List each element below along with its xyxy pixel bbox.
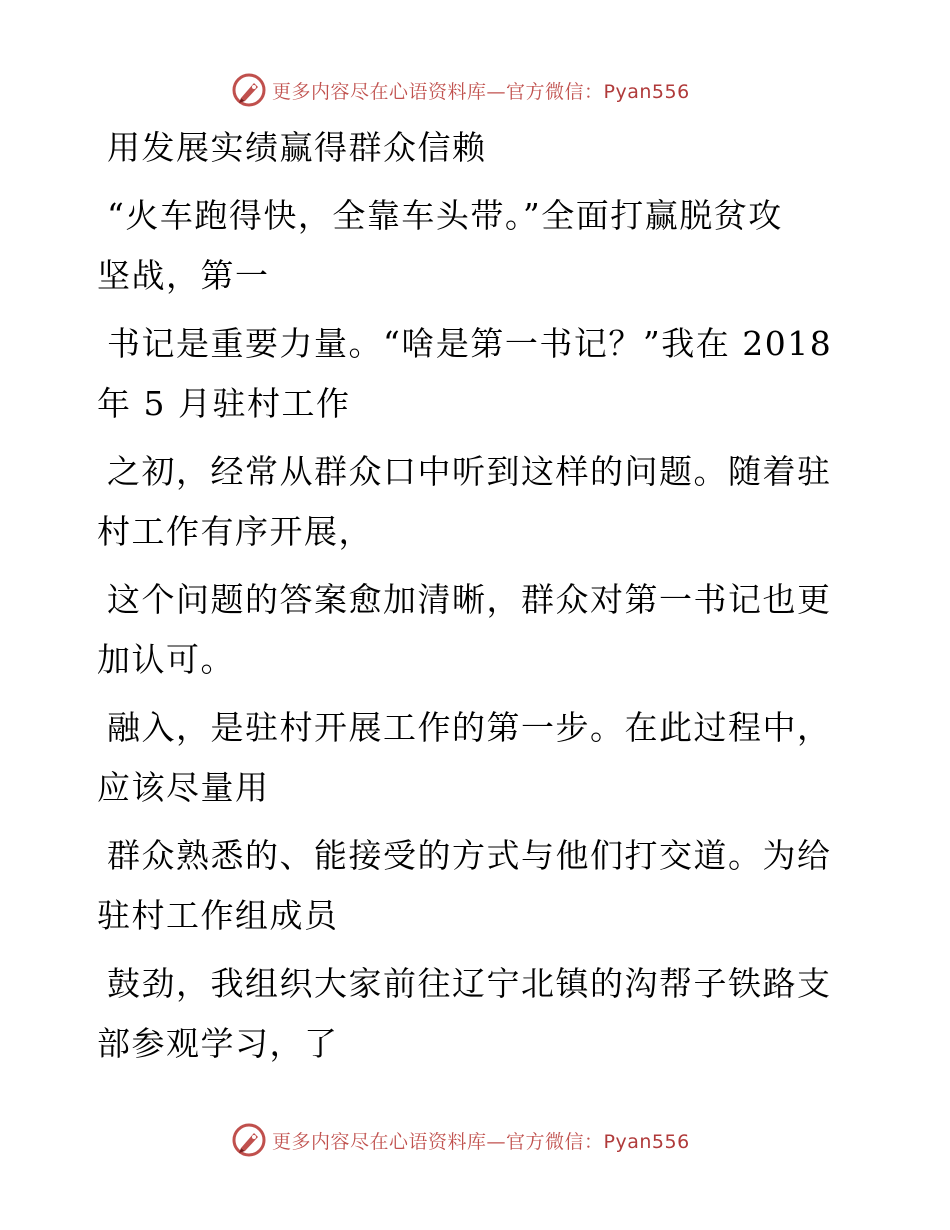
pen-logo-icon [232, 73, 266, 107]
paragraph-line: 书记是重要力量。“啥是第一书记？”我在 2018 [107, 324, 833, 363]
paragraph-line: 融入，是驻村开展工作的第一步。在此过程中， [107, 708, 832, 747]
paragraph-line: 部参观学习，了 [97, 1024, 339, 1063]
watermark-wechat-id: Pyan556 [603, 80, 690, 103]
paragraph-line: 年 5 月驻村工作 [97, 384, 351, 423]
header-watermark [232, 70, 690, 110]
document-title: 用发展实绩赢得群众信赖 [107, 128, 487, 167]
paragraph-line: 群众熟悉的、能接受的方式与他们打交道。为给 [107, 836, 832, 875]
footer-watermark [232, 1120, 690, 1160]
paragraph-line: 应该尽量用 [97, 768, 270, 807]
watermark-text: 更多内容尽在心语资料库—官方微信：Pyan556 [272, 80, 690, 103]
document-body [97, 118, 857, 1074]
paragraph-line: 坚战，第一 [97, 256, 270, 295]
paragraph-line: 加认可。 [97, 640, 235, 679]
paragraph-line: “火车跑得快，全靠车头带。”全面打赢脱贫攻 [107, 196, 783, 235]
paragraph-line: 鼓劲，我组织大家前往辽宁北镇的沟帮子铁路支 [107, 964, 832, 1003]
paragraph-line: 村工作有序开展， [97, 512, 373, 551]
paragraph-line: 驻村工作组成员 [97, 896, 339, 935]
pen-logo-icon [232, 1123, 266, 1157]
paragraph-line: 这个问题的答案愈加清晰，群众对第一书记也更 [107, 580, 832, 619]
watermark-text: 更多内容尽在心语资料库—官方微信：Pyan556 [272, 1130, 690, 1153]
paragraph-line: 之初，经常从群众口中听到这样的问题。随着驻 [107, 452, 832, 491]
watermark-wechat-id: Pyan556 [603, 1130, 690, 1153]
